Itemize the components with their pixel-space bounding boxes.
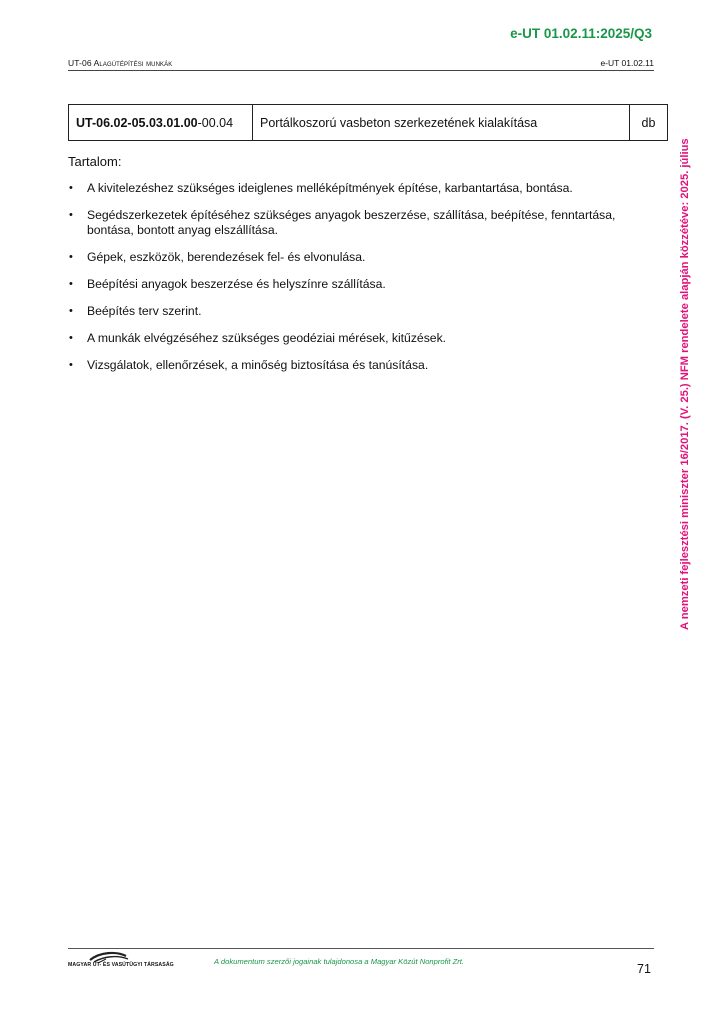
- content-list: [68, 181, 643, 385]
- item-code-cell: [69, 105, 253, 140]
- list-item: [68, 358, 643, 373]
- document-code: e-UT 01.02.11:2025/Q3: [510, 26, 652, 41]
- bullet-icon: •: [69, 332, 73, 344]
- list-item-text: A kivitelezéshez szükséges ideiglenes melléképítmények építése, karbantartása, bontása.: [87, 181, 573, 195]
- running-header: [68, 58, 654, 71]
- list-item: [68, 304, 643, 319]
- bullet-icon: •: [69, 359, 73, 371]
- list-item: [68, 181, 643, 196]
- logo-text: MAGYAR ÚT- ÉS VASÚTÜGYI TÁRSASÁG: [68, 962, 174, 968]
- bullet-icon: •: [69, 278, 73, 290]
- bullet-icon: •: [69, 305, 73, 317]
- page-number: 71: [637, 962, 651, 976]
- copyright-notice: A dokumentum szerzői jogainak tulajdonosa a Magyar Közút Nonprofit Zrt.: [214, 957, 465, 966]
- running-header-chapter: UT-06 Alagútépítési munkák: [68, 58, 173, 68]
- item-unit-cell: db: [641, 115, 656, 130]
- bullet-icon: •: [69, 182, 73, 194]
- list-item: [68, 277, 643, 292]
- item-description-cell: Portálkoszorú vasbeton szerkezetének kialakítása: [253, 105, 630, 140]
- footer-divider: [68, 948, 654, 949]
- list-item-text: Vizsgálatok, ellenőrzések, a minőség biztosítása és tanúsítása.: [87, 358, 429, 372]
- list-item-text: Beépítési anyagok beszerzése és helyszínre szállítása.: [87, 277, 386, 291]
- bullet-icon: •: [69, 251, 73, 263]
- list-item: [68, 208, 643, 238]
- bullet-icon: •: [69, 209, 73, 221]
- publication-side-note: A nemzeti fejlesztési miniszter 16/2017. (V. 25.) NFM rendelete alapján közzétéve: 2025. július: [679, 138, 691, 630]
- item-code-main: UT-06.02-05.03.01.00: [76, 115, 198, 130]
- list-item: [68, 250, 643, 265]
- list-item-text: A munkák elvégzéséhez szükséges geodéziai mérések, kitűzések.: [87, 331, 447, 345]
- running-header-code: e-UT 01.02.11: [600, 58, 654, 68]
- item-table: [68, 104, 668, 141]
- list-item: [68, 331, 643, 346]
- list-item-text: Beépítés terv szerint.: [87, 304, 202, 318]
- item-code-suffix: -00.04: [197, 115, 234, 130]
- content-title: Tartalom:: [68, 154, 122, 169]
- list-item-text: Segédszerkezetek építéséhez szükséges anyagok beszerzése, szállítása, beépítése, fenntartása, bontása, bontott anyag elszállítása.: [87, 208, 616, 237]
- list-item-text: Gépek, eszközök, berendezések fel- és elvonulása.: [87, 250, 366, 264]
